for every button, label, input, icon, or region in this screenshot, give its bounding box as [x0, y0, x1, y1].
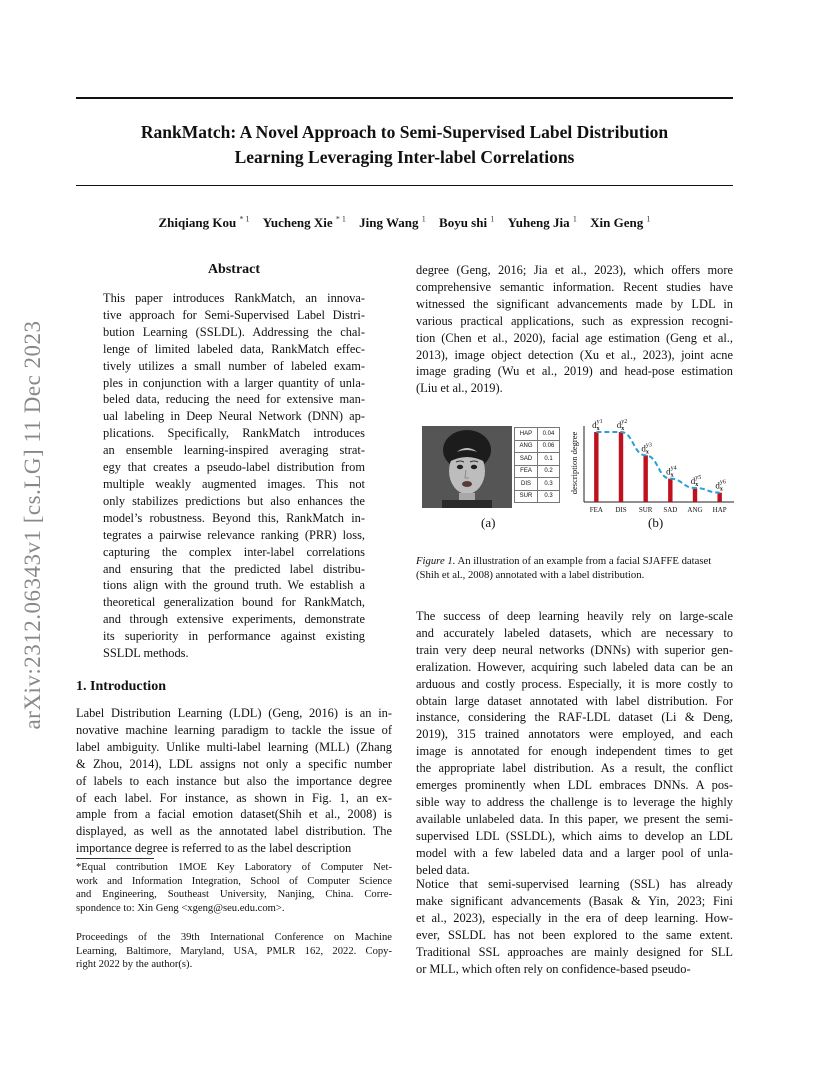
- text-line: and through extensive experiments, demonstrate: [103, 612, 365, 627]
- text-line: its superiority in performance against existing: [103, 629, 365, 644]
- abstract-body: [103, 290, 365, 662]
- text-line: ample from a facial emotion dataset(Shih et al., 2008) is: [76, 807, 392, 822]
- text-line: Proceedings of the 39th International Conference on Machine: [76, 932, 392, 943]
- text-line: *Equal contribution 1MOE Key Laboratory of Computer Net-: [76, 862, 392, 873]
- title-line: RankMatch: A Novel Approach to Semi-Supervised Label Distribution: [140, 122, 669, 142]
- text-line: emerges prominently when LDL embraces DNNs. A pos-: [416, 778, 733, 793]
- bar: [619, 432, 623, 502]
- figure-caption: [416, 554, 733, 582]
- text-line: spondence to: Xin Geng <xgeng@seu.edu.com>.: [76, 902, 285, 914]
- point-label: $d_xy1$: [592, 419, 603, 432]
- text-line: Traditional SSL approaches are mainly designed for SLL: [416, 944, 733, 959]
- text-line: SSLDL methods.: [103, 646, 189, 661]
- bar: [717, 493, 721, 502]
- emotion-value: 0.06: [538, 440, 560, 453]
- emotion-name: FEA: [515, 465, 538, 478]
- text-line: tive approach for Semi-Supervised Label Distri-: [103, 307, 365, 322]
- bar: [594, 432, 598, 502]
- right-body-2: [416, 876, 733, 977]
- title-line: Learning Leveraging Inter-label Correlations: [234, 147, 575, 167]
- text-line: et al., 2023), especially in the era of deep learning. How-: [416, 910, 733, 925]
- author: Yuheng Jia $^1$: [507, 215, 577, 231]
- text-line: model with a few labeled data and a larger pool of unla-: [416, 845, 733, 860]
- table-row: [515, 428, 560, 441]
- author-list: [76, 215, 733, 231]
- x-tick-label: ANG: [687, 506, 703, 514]
- text-line: 2019), 315 trained annotators were employed, and each: [416, 727, 733, 742]
- text-line: displayed, as well as the annotated label distribution. The: [76, 824, 392, 839]
- text-line: Notice that semi-supervised learning (SSL) has already: [416, 877, 733, 891]
- title-top-rule: [76, 97, 733, 99]
- emotion-value: 0.3: [538, 490, 560, 503]
- point-label: $d_xy6$: [715, 479, 726, 493]
- emotion-name: SAD: [515, 453, 538, 466]
- text-line: The success of deep learning heavily rely on large-scale: [416, 609, 733, 623]
- text-line: degree (Geng, 2016; Jia et al., 2023), which offers more: [416, 263, 733, 277]
- title-bottom-rule: [76, 185, 733, 186]
- emotion-value: 0.3: [538, 478, 560, 491]
- emotion-name: HAP: [515, 428, 538, 441]
- table-row: [515, 490, 560, 503]
- text-line: Learning, Baltimore, Maryland, USA, PMLR 162, 2022. Copy-: [76, 945, 392, 957]
- label-distribution-table: [514, 427, 560, 503]
- table-row: [515, 440, 560, 453]
- text-line: This paper introduces RankMatch, an innova-: [103, 291, 365, 305]
- bar: [643, 455, 647, 502]
- text-line: various practical applications, such as expression recogni-: [416, 313, 733, 328]
- text-line: egy that creates a pseudo-label distribution from: [103, 460, 365, 475]
- point-label: $d_xy3$: [641, 442, 652, 456]
- text-line: lenge of limited labeled data, RankMatch effec-: [103, 341, 365, 356]
- text-line: capturing the complex inter-label correlations: [103, 544, 365, 559]
- text-line: work and Information Integration, School of Computer Science: [76, 875, 392, 887]
- text-line: importance degree is referred to as the label description: [76, 841, 352, 856]
- bar: [693, 488, 697, 502]
- text-line: train very deep neural networks (DNNs) with superior gen-: [416, 642, 733, 657]
- text-line: 2013), image object detection (Xu et al., 2023), joint acne: [416, 347, 733, 362]
- text-line: image grading (Wu et al., 2019) and head-pose estimation: [416, 364, 733, 379]
- x-tick-label: SAD: [663, 506, 678, 514]
- caption-text: An illustration of an example from a facial SJAFFE dataset (Shih et al., 2008) annotated with a label distribution.: [416, 555, 712, 581]
- text-line: theoretical generalization bound for RankMatch,: [103, 595, 365, 610]
- text-line: of each label. For instance, as shown in Fig. 1, an ex-: [76, 790, 392, 805]
- intro-heading: 1. Introduction: [76, 679, 166, 694]
- text-line: tegrates a pairwise relevance ranking (PRR) loss,: [103, 527, 365, 542]
- text-line: of labels to each instance but also the importance degree: [76, 773, 392, 788]
- table-row: [515, 465, 560, 478]
- emotion-name: ANG: [515, 440, 538, 453]
- emotion-value: 0.1: [538, 453, 560, 466]
- text-line: the appropriate label distribution. As a result, the conflict: [416, 761, 733, 776]
- distribution-curve: [596, 432, 719, 493]
- point-label: $d_xy5$: [690, 475, 702, 488]
- text-line: tions align with the ground truth. We establish a: [103, 578, 365, 593]
- intro-body: [76, 705, 392, 857]
- label-distribution-chart: [566, 412, 740, 518]
- emotion-name: SUR: [515, 490, 538, 503]
- text-line: tion (Chen et al., 2020), facial age estimation (Geng et al.,: [416, 330, 733, 345]
- text-line: eralization. However, acquiring such labeled data can be an: [416, 659, 733, 674]
- caption-prefix: Figure 1.: [416, 555, 456, 567]
- footnote: [76, 861, 392, 915]
- text-line: label ambiguity. Unlike multi-label learning (MLL) (Zhang: [76, 739, 392, 754]
- table-row: [515, 478, 560, 491]
- footnote-rule: [76, 858, 154, 859]
- text-line: ual labeling in Deep Neural Network (DNN) ap-: [103, 409, 365, 424]
- text-line: Label Distribution Learning (LDL) (Geng, 2016) is an in-: [76, 706, 392, 720]
- x-tick-label: FEA: [589, 506, 603, 514]
- right-top-body: [416, 262, 733, 397]
- abstract-heading: Abstract: [207, 262, 261, 277]
- text-line: novative machine learning paradigm to tackle the issue of: [76, 722, 392, 737]
- text-line: available unlabeled data. In this paper, we present the semi-: [416, 811, 733, 826]
- figure-label-b: (b): [648, 515, 664, 530]
- text-line: tively utilizes a small number of labeled exam-: [103, 358, 365, 373]
- arxiv-stamp: arXiv:2312.06343v1 [cs.LG] 11 Dec 2023: [20, 320, 45, 730]
- x-tick-label: DIS: [615, 506, 627, 514]
- point-label: $d_xy4$: [666, 465, 677, 479]
- y-axis-label: description degree: [569, 431, 579, 495]
- text-line: beled data.: [416, 862, 470, 877]
- text-line: arduous and costly process. Especially, it is more costly to: [416, 676, 733, 691]
- text-line: an ensemble learning-inspired averaging strat-: [103, 443, 365, 458]
- bar: [668, 479, 672, 502]
- proceedings-note: [76, 931, 392, 972]
- text-line: and ensuring that the predicted label distribu-: [103, 561, 365, 576]
- x-tick-label: SUR: [638, 506, 653, 514]
- text-line: and accurately labeled datasets, which are necessary to: [416, 625, 733, 640]
- author: Yucheng Xie $^{* 1}$: [262, 215, 346, 231]
- point-label: $d_xy2$: [616, 419, 628, 432]
- right-body-1: [416, 608, 733, 879]
- text-line: multiple weakly augmented images. This not: [103, 476, 365, 491]
- text-line: obtain large dataset annotated with label distribution. For: [416, 693, 733, 708]
- text-line: comprehensive semantic information. Recent studies have: [416, 279, 733, 294]
- text-line: supervised LDL (SSLDL), which aims to develop an LDL: [416, 828, 733, 843]
- text-line: only stabilizes predictions but also enhances the: [103, 493, 365, 508]
- emotion-value: 0.04: [538, 428, 560, 441]
- text-line: ever, SSLDL has not been explored to the same extent.: [416, 927, 733, 942]
- text-line: make significant advancements (Basak & Yin, 2023; Fini: [416, 893, 733, 908]
- face-image: [422, 426, 512, 508]
- author: Zhiqiang Kou $^{* 1}$: [158, 215, 250, 231]
- text-line: witnessed the significant advancements made by LDL in: [416, 296, 733, 311]
- x-tick-label: HAP: [712, 506, 727, 514]
- text-line: plications. Specifically, RankMatch introduces: [103, 426, 365, 441]
- text-line: & Zhou, 2014), LDL assigns not only a specific number: [76, 756, 392, 771]
- text-line: and Engineering, Southeast University, Nanjing, China. Corre-: [76, 889, 392, 901]
- text-line: sible way to address the challenge is to leverage the highly: [416, 794, 733, 809]
- text-line: beled data, reducing the need for extensive man-: [103, 392, 365, 407]
- text-line: or MLL, which often rely on confidence-based pseudo-: [416, 961, 691, 976]
- text-line: model’s robustness. Beyond this, RankMatch in-: [103, 510, 365, 525]
- author: Xin Geng $^1$: [590, 215, 651, 231]
- emotion-value: 0.2: [538, 465, 560, 478]
- paper-title: [76, 120, 733, 170]
- text-line: (Liu et al., 2019).: [416, 381, 503, 396]
- emotion-name: DIS: [515, 478, 538, 491]
- text-line: instance, considering the RAF-LDL dataset (Li & Deng,: [416, 710, 733, 725]
- author: Jing Wang $^1$: [359, 215, 426, 231]
- figure-label-a: (a): [481, 515, 496, 530]
- text-line: image is annotated for enough independent times to get: [416, 744, 733, 759]
- text-line: bution Learning (SSLDL). Addressing the chal-: [103, 324, 365, 339]
- table-row: [515, 453, 560, 466]
- text-line: ples in conjunction with a larger quantity of unla-: [103, 375, 365, 390]
- author: Boyu shi $^1$: [439, 215, 495, 231]
- text-line: right 2022 by the author(s).: [76, 959, 193, 971]
